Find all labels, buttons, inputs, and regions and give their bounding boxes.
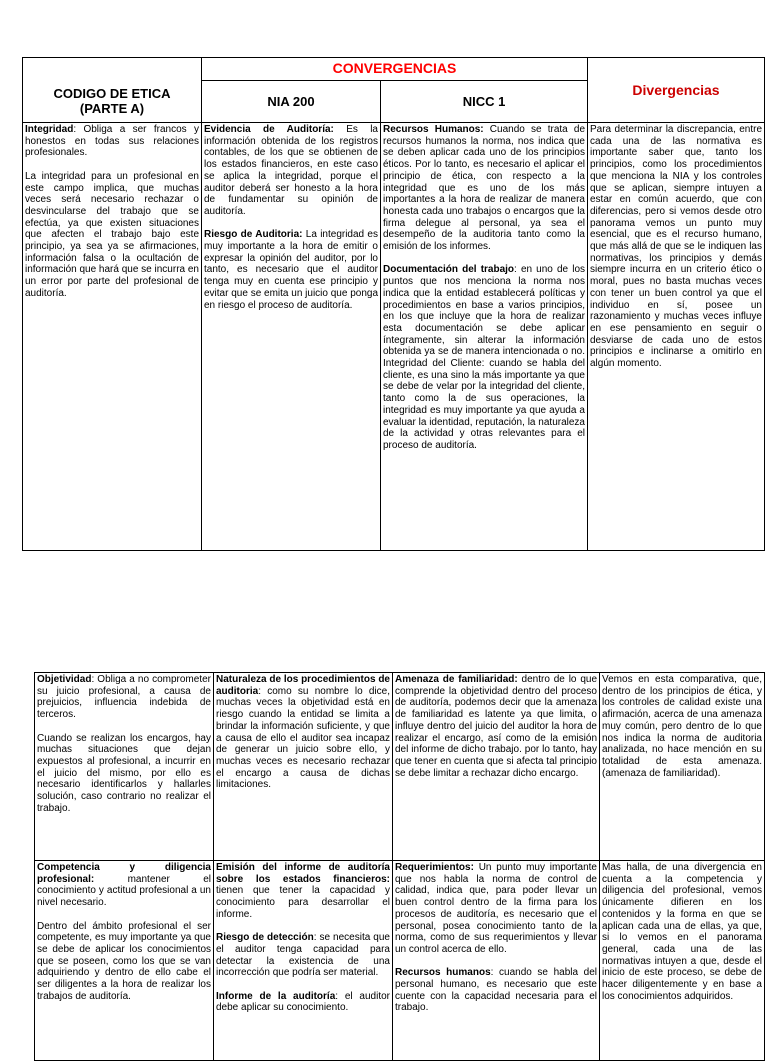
cell-term: Recursos Humanos:	[383, 124, 484, 135]
codigo-etica-header-line1: CODIGO DE ETICA	[53, 86, 171, 101]
cell-term: Documentación del trabajo	[383, 264, 515, 276]
convergencias-header: CONVERGENCIAS	[202, 58, 588, 81]
cell-term: Requerimientos:	[395, 862, 474, 873]
cell-paragraph	[216, 862, 390, 921]
nicc-integridad-cell	[381, 123, 588, 551]
cell-paragraph	[216, 932, 390, 979]
cell-term: Competencia y diligencia profesional:	[37, 862, 211, 885]
cell-term: Emisión del informe de auditoría sobre los estados financieros:	[216, 862, 390, 885]
cell-paragraph	[204, 229, 378, 311]
cell-text: mantener el conocimiento y actitud profesional a un nivel necesario.	[37, 873, 211, 909]
empty-header-cell	[23, 58, 202, 81]
cell-paragraph	[37, 674, 211, 721]
cell-term: Amenaza de familiaridad:	[395, 674, 518, 685]
divergencia-integridad-cell	[588, 123, 765, 551]
cell-text: Mas halla, de una divergencia en cuenta a la competencia y diligencia del profesional, vemos únicamente difieren en los contenidos y la forma en que se aplican cada una de ellas, ya que, si lo vemos en el panorama general, cada una de las normativas intuyen a que, desde el inicio de este proceso, se debe de hacer diligentemente y en base a los conocimientos adquiridos.	[602, 862, 762, 1002]
cell-text: : en uno de los puntos que nos menciona la norma nos indica que la entidad establecerá políticas y procedimientos en base a varios principios, en los que incluye que la hora de realizar esta documentación se debe aplicar íntegramente, sin alterar la información obtenida ya se de manera intencionada o no. Integridad del Cliente: cuando se habla del cliente, es una sino la más importante ya que se debe de velar por la integridad del cliente, tanto como la de sus operaciones, la integridad es muy importante ya que ayuda a evaluar la identidad, reputación, la naturaleza de la actividad y otras relevantes para el proceso de auditoría.	[383, 264, 586, 451]
cell-text: : Obliga a ser francos y honestos en todas sus relaciones profesionales.	[25, 124, 199, 159]
nia-200-header: NIA 200	[202, 80, 381, 123]
competencia-cell	[35, 861, 214, 1061]
cell-paragraph	[216, 991, 390, 1014]
comparison-table-2	[34, 672, 765, 1061]
cell-paragraph	[395, 674, 597, 779]
integridad-cell	[23, 123, 202, 551]
cell-term: Riesgo de detección	[216, 932, 314, 944]
cell-paragraph	[395, 967, 597, 1014]
cell-term: Evidencia de Auditoría:	[204, 124, 334, 135]
cell-term: Recursos humanos	[395, 967, 491, 979]
cell-paragraph	[383, 264, 585, 451]
cell-term: Objetividad	[37, 674, 92, 685]
nia-objetividad-cell	[214, 673, 393, 861]
cell-paragraph	[395, 862, 597, 956]
codigo-etica-header-line2: (PARTE A)	[79, 101, 145, 116]
divergencias-header: Divergencias	[588, 58, 765, 123]
nicc-objetividad-cell	[393, 673, 600, 861]
cell-text: tienen que tener la capacidad y conocimiento para desarrollar el informe.	[216, 885, 390, 920]
cell-term: Integridad	[25, 124, 74, 135]
cell-text: La integridad para un profesional en este campo implica, que muchas veces será necesario rechazar o desvincularse del trabajo que se efectúa, ya que existen situaciones que afecten el trabajo bajo este principio, ya sea ya se afirmaciones, información falsa o la ocultación de información que hará que se incurra en un error por parte del profesional de auditoría.	[25, 170, 199, 299]
comparison-table-1	[22, 57, 765, 551]
nia-competencia-cell	[214, 861, 393, 1061]
nia-integridad-cell	[202, 123, 381, 551]
cell-text: : cuando se habla del personal humano, es necesario que este cuente con la capacidad necesaria para el trabajo.	[395, 967, 597, 1014]
cell-text: Un punto muy importante que nos habla la norma de control de calidad, indica que, para poder llevar un buen control dentro de la firma para los procesos de auditoría, es necesario que el personal, posea conocimiento tanto de la norma, como de sus requerimientos y llevar un control acerca de ello.	[395, 862, 597, 955]
cell-text: : se necesita que el auditor tenga capacidad para detectar la existencia de una incorrección que podría ser material.	[216, 932, 390, 979]
cell-paragraph	[216, 674, 390, 791]
cell-paragraph	[37, 733, 211, 815]
cell-text: Vemos en esta comparativa, que, dentro de los principios de ética, y los controles de calidad existe una afirmación, acerca de una amenaza muy común, pero dentro de lo que nos indica la norma de auditoria analizada, no hace mención en su totalidad de esta amenaza. (amenaza de familiaridad).	[602, 674, 762, 779]
cell-paragraph	[383, 124, 585, 253]
codigo-etica-header	[23, 80, 202, 123]
nicc-1-header: NICC 1	[381, 80, 588, 123]
cell-text: Es la información obtenida de los registros contables, de los que se obtienen de los estados financieros, en este caso se aplica la integridad, porque el auditor deberá ser honesto a la hora de fundamentar su opinión de auditoría.	[204, 124, 378, 217]
cell-text: Para determinar la discrepancia, entre cada una de las normativa es importante saber que, tanto los principios, como los procedimientos que menciona la NIA y los controles que se aplican, siempre intuyen a estar en común acuerdo, que con diferencias, pero si vemos desde otro panorama vemos un punto muy esencial, que es el recurso humano, que más allá de que se le indiquen las normativas, los principios y demás siempre incurra en un criterio ético o moral, pues no basta muchas veces con tener un buen control ya que el individuo en sí, posee un razonamiento y muchas veces influye en ese pensamiento en seguir o desviarse de cada uno de estos principios e inclinarse a omitirlo en algún momento.	[590, 124, 762, 370]
cell-text: : el auditor debe aplicar su conocimiento.	[216, 990, 390, 1014]
objetividad-cell	[35, 673, 214, 861]
cell-paragraph	[37, 921, 211, 1003]
cell-paragraph	[25, 171, 199, 300]
divergencia-competencia-cell	[600, 861, 765, 1061]
cell-term: Naturaleza de los procedimientos de auditoria	[216, 674, 390, 697]
cell-term: Informe de la auditoría	[216, 990, 336, 1002]
cell-paragraph	[602, 862, 762, 1002]
cell-paragraph	[590, 124, 762, 370]
divergencia-objetividad-cell	[600, 673, 765, 861]
cell-text: La integridad es muy importante a la hora de emitir o expresar la opinión del auditor, por lo tanto, es necesario que el auditor tenga muy en cuenta ese principio y evitar que se emita un juicio que ponga en riesgo el proceso de auditoría.	[204, 229, 379, 311]
cell-text: : como su nombre lo dice, muchas veces la objetividad está en riesgo cuando la entidad se limita a brindar la información suficiente, y que a causa de ello el auditor sea incapaz de generar un juicio sobre ello, y muchas veces es necesario rechazar el encargo a causa de dichas limitaciones.	[216, 685, 390, 791]
nicc-competencia-cell	[393, 861, 600, 1061]
cell-term: Riesgo de Auditoria:	[204, 229, 303, 241]
cell-paragraph	[602, 674, 762, 779]
cell-text: Cuando se trata de recursos humanos la norma, nos indica que se deben aplicar cada uno de los principios éticos. Por lo tanto, es necesario el aplicar el principio de ética, con respecto a la integridad que es uno de los más importantes a la hora de realizar de manera honesta cada uno trabajos o encargos que la firma delegue al personal, ya sea el desempeño de la auditoria tanto como la emisión de los informes.	[383, 124, 586, 253]
cell-text: Cuando se realizan los encargos, hay muchas situaciones que dejan expuestos al profesional, a incurrir en el juicio del mismo, por ello es necesario identificarlos y hallarles solución, caso contrario no realizar el trabajo.	[37, 732, 211, 814]
cell-text: : Obliga a no comprometer su juicio profesional, a causa de prejuicios, influencia indebida de terceros.	[37, 674, 211, 721]
cell-text: dentro de lo que comprende la objetividad dentro del proceso de auditoría, podemos decir que la amenaza de familiaridad es latente ya que limita, o influye dentro del juicio del auditor la hora de realizar el encargo, así como de la emisión del informe de dicho trabajo. por lo tanto, hay que tener en cuenta que si afecta tal principio se debe limitar a rechazar dicho encargo.	[395, 674, 598, 779]
cell-paragraph	[37, 862, 211, 909]
cell-text: Dentro del ámbito profesional el ser competente, es muy importante ya que se debe de aplicar los conocimientos que se poseen, como los que se van adquiriendo y dentro de ello cabe el ser diligentes a la hora de realizar los trabajos de auditoría.	[37, 920, 211, 1002]
cell-paragraph	[25, 124, 199, 159]
cell-paragraph	[204, 124, 378, 218]
